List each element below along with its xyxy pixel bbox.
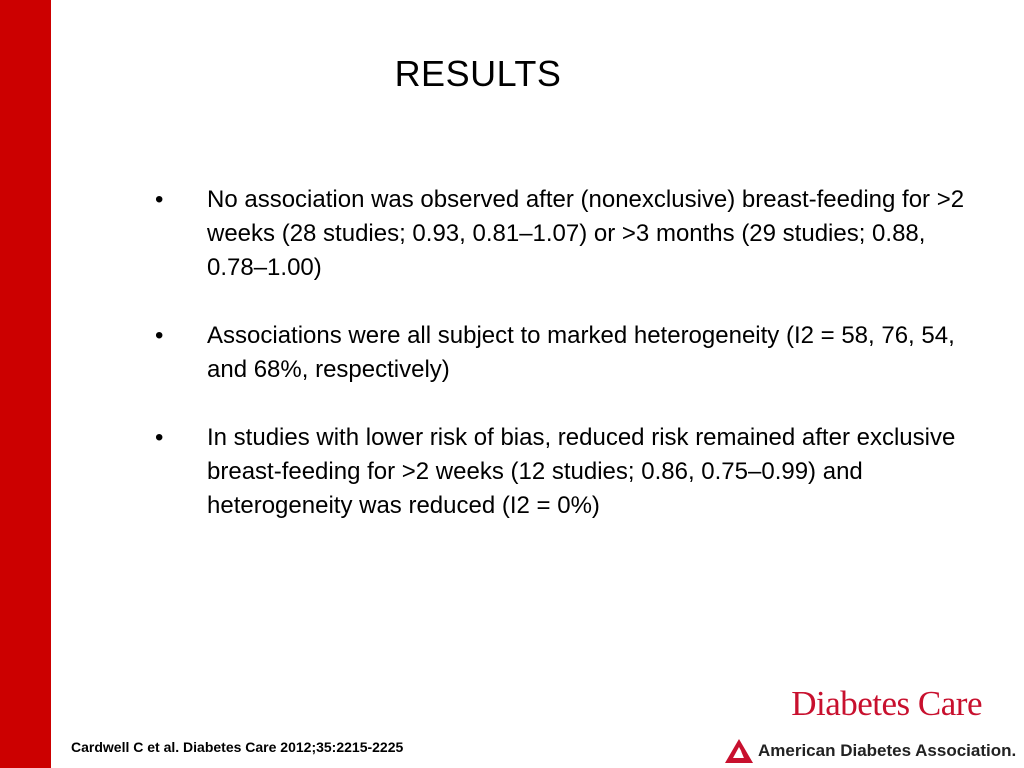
ada-triangle-icon [724,738,754,764]
bullet-mark: • [155,424,164,451]
slide-title: RESULTS [394,53,562,94]
citation: Cardwell C et al. Diabetes Care 2012;35:2215-2225 [71,739,404,755]
association-logo [724,734,1016,768]
bullet-mark: • [155,186,164,213]
association-name: American Diabetes Association. [758,741,1017,760]
left-accent-bar [0,0,51,768]
bullet-text: Associations were all subject to marked heterogeneity (I2 = 58, 76, 54, and 68%, respectively) [207,322,955,383]
bullet-mark: • [155,322,164,349]
journal-logo: Diabetes Care [791,684,982,723]
bullet-item [155,183,985,285]
bullet-text: In studies with lower risk of bias, reduced risk remained after exclusive breast-feeding for >2 weeks (12 studies; 0.86, 0.75–0.99) and heterogeneity was reduced (I2 = 0%) [207,424,956,519]
bullet-item [155,421,985,523]
bullet-list [155,183,985,557]
bullet-text: No association was observed after (nonexclusive) breast-feeding for >2 weeks (28 studies; 0.93, 0.81–1.07) or >3 months (29 studies; 0.88, 0.78–1.00) [207,186,965,281]
bullet-item [155,319,985,387]
